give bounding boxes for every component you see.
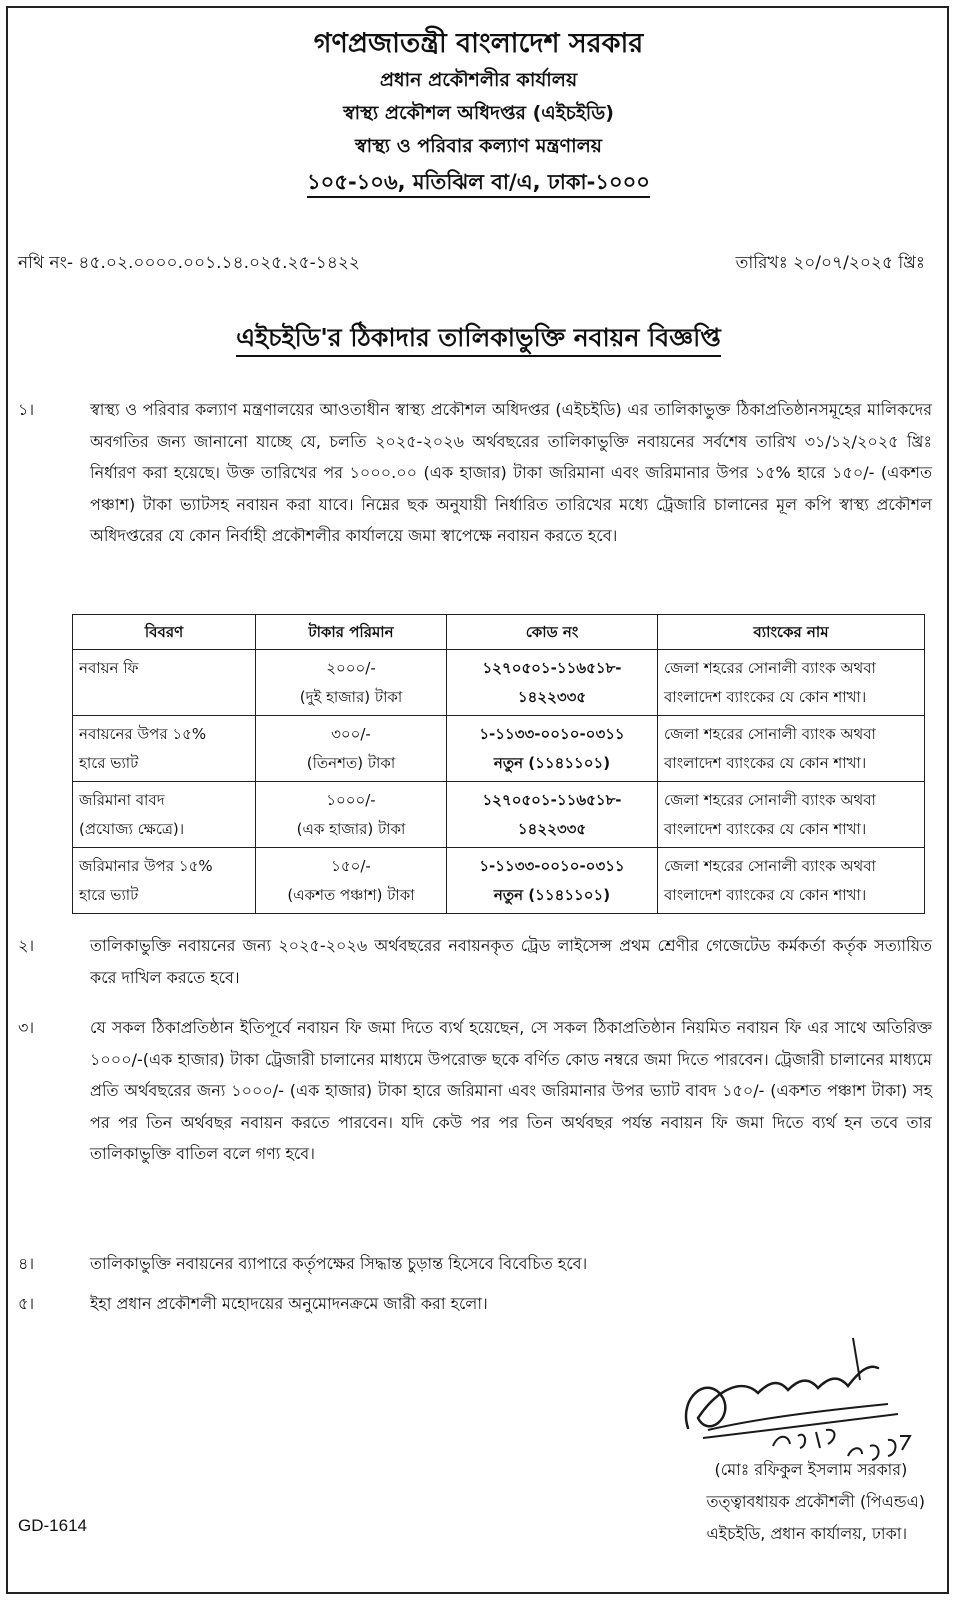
paragraph-number: ৪। xyxy=(18,1254,35,1273)
cell-line: ১৫০/- xyxy=(331,856,371,875)
file-number: নথি নং- ৪৫.০২.০০০০.০০১.১৪.০২৫.২৫-১৪২২ xyxy=(18,253,360,273)
cell-line: (দুই হাজার) টাকা xyxy=(299,687,403,706)
cell-line: নতুন (১১৪১১০১) xyxy=(493,753,611,772)
cell-line: ২০০০/- xyxy=(326,658,376,677)
row-bank xyxy=(658,848,925,914)
cell-line: (তিনশত) টাকা xyxy=(306,753,396,772)
row-amount xyxy=(256,782,447,848)
row-amount xyxy=(256,848,447,914)
paragraph-number: ২। xyxy=(18,936,35,955)
paragraph-1 xyxy=(18,394,932,614)
header-code: কোড নং xyxy=(447,615,658,650)
cell-line: (এক হাজার) টাকা xyxy=(296,819,406,838)
notice-title xyxy=(0,318,957,361)
paragraph-4 xyxy=(18,1248,932,1280)
signature-block xyxy=(707,1454,926,1550)
cell-line: জেলা শহরের সোনালী ব্যাংক অথবা xyxy=(664,724,876,743)
cell-line: ১৪২২৩৩৫ xyxy=(517,819,587,838)
cell-line: ১৪২২৩৩৫ xyxy=(517,687,587,706)
cell-line: বাংলাদেশ ব্যাংকের যে কোন শাখা। xyxy=(664,687,867,706)
row-bank xyxy=(658,716,925,782)
paragraph-text: তালিকাভুক্তি নবায়নের জন্য ২০২৫-২০২৬ অর্থবছরের নবায়নকৃত ট্রেড লাইসেন্স প্রথম শ্রেণীর গেজেটেড কর্মকর্তা কর্তৃক সত্যায়িত করে দাখিল করতে হবে। xyxy=(90,936,932,987)
cell-line: ১-১১৩৩-০০১০-০৩১১ xyxy=(479,724,625,743)
department-name: স্বাস্থ্য প্রকৌশল অধিদপ্তর (এইচইডি) xyxy=(343,102,614,124)
row-code xyxy=(447,650,658,716)
cell-line: বাংলাদেশ ব্যাংকের যে কোন শাখা। xyxy=(664,819,867,838)
cell-line: বাংলাদেশ ব্যাংকের যে কোন শাখা। xyxy=(664,885,867,904)
paragraph-2 xyxy=(18,930,932,994)
table-row xyxy=(73,716,925,782)
notice-date: তারিখঃ ২০/০৭/২০২৫ খ্রিঃ xyxy=(735,253,925,273)
paragraph-number: ১। xyxy=(18,400,35,419)
cell-line: ১২৭০৫০১-১১৬৫১৮- xyxy=(482,790,622,809)
row-code xyxy=(447,782,658,848)
row-bank xyxy=(658,782,925,848)
office-address xyxy=(0,163,957,201)
table-header-row xyxy=(73,615,925,650)
cell-line: নবায়ন ফি xyxy=(79,658,139,677)
row-description xyxy=(73,782,256,848)
cell-line: জেলা শহরের সোনালী ব্যাংক অথবা xyxy=(664,790,876,809)
row-bank xyxy=(658,650,925,716)
cell-line: নতুন (১১৪১১০১) xyxy=(493,885,611,904)
fee-table xyxy=(72,614,925,914)
header-bank: ব্যাংকের নাম xyxy=(658,615,925,650)
cell-line: বাংলাদেশ ব্যাংকের যে কোন শাখা। xyxy=(664,753,867,772)
cell-line: ১-১১৩৩-০০১০-০৩১১ xyxy=(479,856,625,875)
cell-line: ৩০০/- xyxy=(331,724,371,743)
row-amount xyxy=(256,650,447,716)
row-description xyxy=(73,848,256,914)
table-row xyxy=(73,848,925,914)
cell-line: (একশত পঞ্চাশ) টাকা xyxy=(287,885,415,904)
header-amount: টাকার পরিমান xyxy=(256,615,447,650)
row-description xyxy=(73,716,256,782)
ministry-name: স্বাস্থ্য ও পরিবার কল্যাণ মন্ত্রণালয় xyxy=(355,135,602,157)
row-amount xyxy=(256,716,447,782)
office-address-text: ১০৫-১০৬, মতিঝিল বা/এ, ঢাকা-১০০০ xyxy=(307,170,650,198)
table-row xyxy=(73,650,925,716)
cell-line: নবায়নের উপর ১৫% xyxy=(79,724,207,743)
cell-line: জরিমানার উপর ১৫% xyxy=(79,856,213,875)
notice-title-text: এইচইডি'র ঠিকাদার তালিকাভুক্তি নবায়ন বিজ্ঞপ্তি xyxy=(236,323,721,357)
cell-line: ১০০০/- xyxy=(326,790,376,809)
row-code xyxy=(447,716,658,782)
cell-line: জেলা শহরের সোনালী ব্যাংক অথবা xyxy=(664,658,876,677)
cell-line: (প্রযোজ্য ক্ষেত্রে)। xyxy=(79,819,185,838)
table-row xyxy=(73,782,925,848)
paragraph-5 xyxy=(18,1288,932,1320)
cell-line: ১২৭০৫০১-১১৬৫১৮- xyxy=(482,658,622,677)
header-description: বিবরণ xyxy=(73,615,256,650)
row-description xyxy=(73,650,256,716)
paragraph-3 xyxy=(18,1012,932,1232)
signatory-designation: তত্ত্বাবধায়ক প্রকৌশলী (পিএন্ডএ) xyxy=(706,1492,925,1511)
paragraph-text: স্বাস্থ্য ও পরিবার কল্যাণ মন্ত্রণালয়ের আওতাধীন স্বাস্থ্য প্রকৌশল অধিদপ্তর (এইচইডি) এর তালিকাভুক্ত ঠিকাপ্রতিষ্ঠানসমূহের মালিকদের অবগতির জন্য জানানো যাচ্ছে যে, চলতি ২০২৫-২০২৬ অর্থবছরের তালিকাভুক্তি নবায়নের সর্বশেষ তারিখ ৩১/১২/২০২৫ খ্রিঃ নির্ধারণ করা হয়েছে। উক্ত তারিখের পর ১০০০.০০ (এক হাজার) টাকা জরিমানা এবং জরিমানার উপর ১৫% হারে ১৫০/- (একশত পঞ্চাশ) টাকা ভ্যাটসহ নবায়ন করা যাবে। নিম্নের ছক অনুযায়ী নির্ধারিত তারিখের মধ্যে ট্রেজারি চালানের মূল কপি স্বাস্থ্য প্রকৌশল অধিদপ্তরের যে কোন নির্বাহী প্রকৌশলীর কার্যালয়ে জমা স্বাপেক্ষে নবায়ন করতে হবে। xyxy=(90,400,932,545)
government-name: গণপ্রজাতন্ত্রী বাংলাদেশ সরকার xyxy=(313,28,644,59)
paragraph-text: যে সকল ঠিকাপ্রতিষ্ঠান ইতিপূর্বে নবায়ন ফি জমা দিতে ব্যর্থ হয়েছেন, সে সকল ঠিকাপ্রতিষ্ঠান নিয়মিত নবায়ন ফি এর সাথে অতিরিক্ত ১০০০/-(এক হাজার) টাকা ট্রেজারী চালানের মাধ্যমে উপরোক্ত ছকে বর্ণিত কোড নম্বরে জমা দিতে পারবেন। ট্রেজারী চালানের মাধ্যমে প্রতি অর্থবছরের জন্য ১০০০/- (এক হাজার) টাকা হারে জরিমানা এবং জরিমানার উপর ভ্যাট বাবদ ১৫০/- (একশত পঞ্চাশ টাকা) সহ পর পর তিন অর্থবছর নবায়ন করতে পারবেন। যদি কেউ পর পর তিন অর্থবছর পর্যন্ত নবায়ন ফি জমা দিতে ব্যর্থ হন তবে তার তালিকাভুক্তি বাতিল বলে গণ্য হবে। xyxy=(90,1018,932,1163)
handwritten-signature xyxy=(648,1318,918,1468)
row-code xyxy=(447,848,658,914)
signatory-office: এইচইডি, প্রধান কার্যালয়, ঢাকা। xyxy=(706,1524,908,1543)
office-name: প্রধান প্রকৌশলীর কার্যালয় xyxy=(379,69,578,91)
cell-line: হারে ভ্যাট xyxy=(79,753,139,772)
paragraph-text: তালিকাভুক্তি নবায়নের ব্যাপারে কর্তৃপক্ষের সিদ্ধান্ত চুড়ান্ত হিসেবে বিবেচিত হবে। xyxy=(90,1254,588,1273)
paragraph-number: ৫। xyxy=(18,1294,35,1313)
cell-line xyxy=(79,683,249,712)
cell-line: হারে ভ্যাট xyxy=(79,885,139,904)
paragraph-text: ইহা প্রধান প্রকৌশলী মহোদয়ের অনুমোদনক্রমে জারী করা হলো। xyxy=(90,1294,488,1313)
cell-line: জেলা শহরের সোনালী ব্যাংক অথবা xyxy=(664,856,876,875)
cell-line: জরিমানা বাবদ xyxy=(79,790,165,809)
letterhead xyxy=(0,24,957,201)
paragraph-number: ৩। xyxy=(18,1018,35,1037)
signatory-name: (মোঃ রফিকুল ইসলাম সরকার) xyxy=(714,1460,908,1479)
footer-code: GD-1614 xyxy=(18,1516,87,1535)
